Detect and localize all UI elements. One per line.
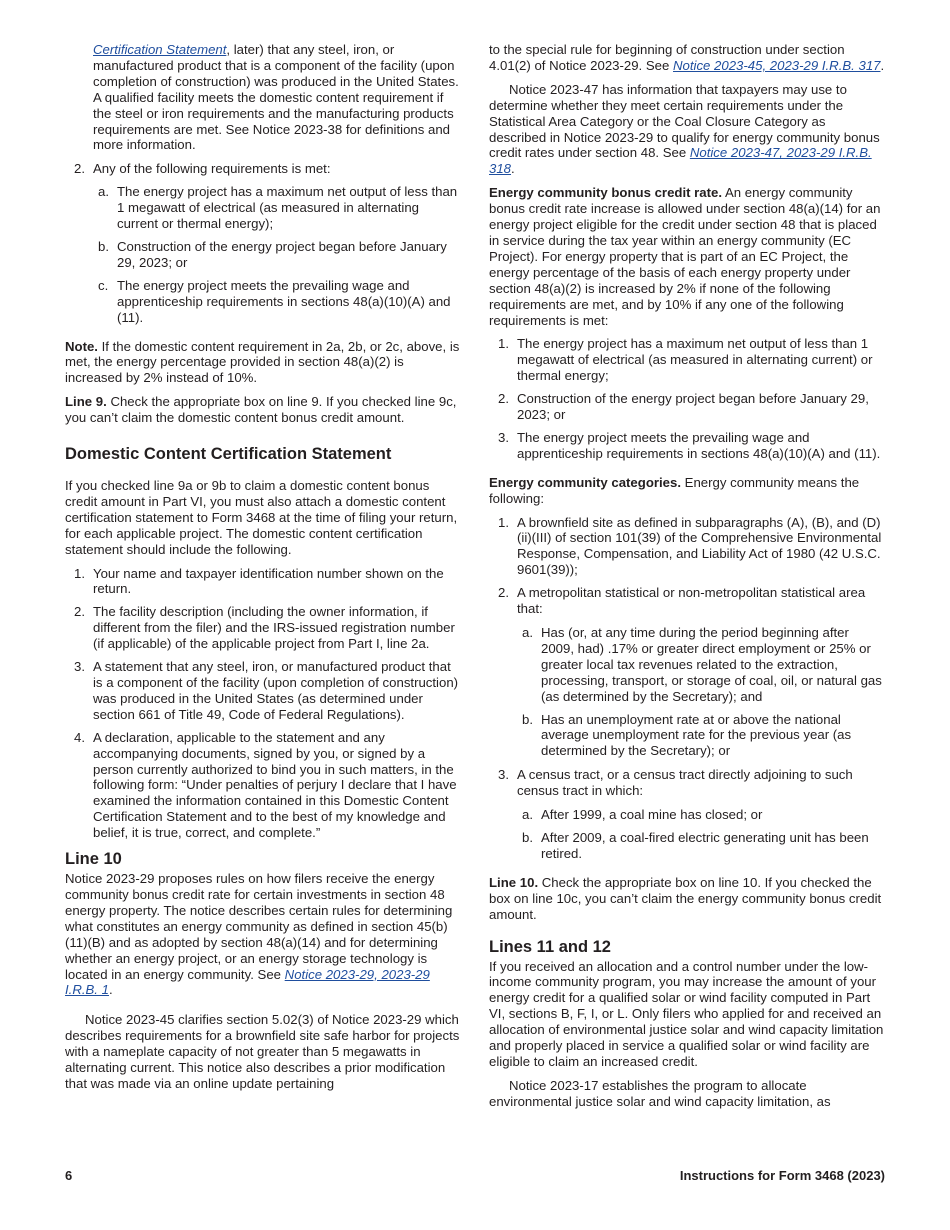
notice47-text: Notice 2023-47 has information that taxpayers may use to determine whether they meet certain requirements under the Statistical Area Category or the Coal Closure Category as described in Notice 2023-29 to qualify for energy community bonus credit rates under section 48. See	[489, 81, 880, 161]
item-letter: b.	[98, 238, 109, 254]
line9-paragraph	[65, 394, 462, 426]
dccs-list	[65, 566, 462, 842]
item-text: Construction of the energy project began before January 29, 2023; or	[517, 391, 869, 423]
item-text: The energy project meets the prevailing wage and apprenticeship requirements in sections 48(a)(10)(A) and (11).	[117, 277, 451, 325]
line9-text: Check the appropriate box on line 9. If you checked line 9c, you can’t claim the domestic content bonus credit amount.	[65, 394, 457, 426]
item-number: 1.	[498, 336, 509, 352]
list-item	[489, 585, 885, 617]
notice-2023-47-link[interactable]: Notice 2023-47, 2023-29 I.R.B. 318	[489, 145, 872, 177]
certification-statement-link[interactable]: Certification Statement	[93, 42, 227, 57]
item-letter: c.	[98, 277, 109, 293]
item-text: Your name and taxpayer identification number shown on the return.	[93, 565, 444, 597]
ecc-text: Energy community means the following:	[489, 474, 860, 506]
list-item	[65, 278, 462, 326]
item-text: A statement that any steel, iron, or manufactured product that is a component of the facility (upon completion of construction) was produced in the United States (as determined under section 661 of Title 49, Code of Federal Regulations).	[93, 659, 459, 722]
dccs-intro: If you checked line 9a or 9b to claim a domestic content bonus credit amount in Part VI, you must also attach a domestic content certification statement to Form 3468 at the time of filing your return, for each applicable project. The domestic content certification statement should include the following.	[65, 478, 458, 557]
list-item	[65, 161, 462, 177]
item-text: The energy project has a maximum net output of less than 1 megawatt of electrical (as measured in alternating current or thermal energy);	[117, 184, 458, 232]
page-number: 6	[65, 1168, 73, 1183]
item-text: Any of the following requirements is met:	[93, 161, 331, 177]
lines-11-12-heading: Lines 11 and 12	[489, 937, 611, 956]
list-item	[489, 515, 885, 579]
list-item	[489, 807, 885, 823]
list-item	[489, 430, 885, 462]
item-text: Construction of the energy project began before January 29, 2023; or	[117, 238, 447, 270]
item-number: 2.	[498, 585, 509, 601]
item-number: 2.	[74, 604, 85, 620]
list-item	[489, 830, 885, 862]
ecc-item3-sublist	[489, 807, 885, 862]
dccs-heading: Domestic Content Certification Statement	[65, 445, 392, 464]
ecc-item2-sublist	[489, 625, 885, 759]
ecbcr-paragraph	[489, 185, 885, 328]
line9-label: Line 9.	[65, 394, 107, 410]
list-item	[489, 767, 885, 799]
item-text: Has (or, at any time during the period beginning after 2009, had) .17% or greater direct employment or 25% or greater local tax revenues related to the extraction, processing, transport, or storage of coal, oil, or natural gas (as determined by the Secretary); and	[541, 625, 882, 704]
line10-text: Notice 2023-29 proposes rules on how filers receive the energy community bonus credit rate for certain investments in section 48 energy property. The notice describes certain rules for determining what constitutes an energy community as defined in section 45(b)(11)(B) and as adopted by section 48(a)(14) and for determining whether an energy project, or an energy storage technology is located in an energy community. See	[65, 871, 453, 982]
notice-2023-45-link[interactable]: Notice 2023-45, 2023-29 I.R.B. 317	[673, 57, 881, 73]
form-title-footer: Instructions for Form 3468 (2023)	[679, 1168, 885, 1183]
ecc-list-continued	[489, 767, 885, 799]
item-number: 2.	[74, 161, 85, 177]
item-text: A brownfield site as defined in subparagraphs (A), (B), and (D)(ii)(III) of section 101(39) of the Comprehensive Environmental Response, Compensation, and Liability Act of 1980 (42 U.S.C. 9601(39));	[517, 514, 882, 578]
ecbcr-text: An energy community bonus credit rate increase is allowed under section 48(a)(14) for an energy project eligible for the credit under section 48 that is placed in service during the tax year within an energy community (EC Project). For energy property that is part of an EC Project, the energy percentage of the basis of each energy property under section 48(a)(2) is increased by 2% if none of the following requirements are met, and by 10% if any one of the following requirements is met:	[489, 185, 881, 328]
period: .	[108, 982, 113, 998]
right-column	[489, 42, 885, 1118]
sub-requirements-list	[65, 184, 462, 325]
item-letter: b.	[522, 711, 533, 727]
ecbcr-list	[489, 336, 885, 461]
notice45-paragraph: Notice 2023-45 clarifies section 5.02(3) of Notice 2023-29 which describes requirements for a brownfield site safe harbor for projects with a nameplate capacity of not greater than 5 megawatts in alternating current. This notice also describes a prior modification that was made via an online update pertaining	[65, 1012, 460, 1091]
ecc-label: Energy community categories.	[489, 474, 682, 490]
list-item	[65, 730, 462, 841]
item-letter: a.	[98, 184, 109, 200]
ecbcr-label: Energy community bonus credit rate.	[489, 185, 723, 201]
note-paragraph	[65, 339, 462, 387]
line10-paragraph	[65, 871, 462, 998]
item-number: 3.	[498, 767, 509, 783]
notice17-paragraph: Notice 2023-17 establishes the program to allocate environmental justice solar and wind capacity limitation, as	[489, 1077, 831, 1109]
list-item	[65, 604, 462, 652]
list-item	[65, 239, 462, 271]
line10-text: Check the appropriate box on line 10. If you checked the box on line 10c, you can’t claim the energy community bonus credit amount.	[489, 874, 882, 922]
list-item	[65, 566, 462, 598]
list-item	[65, 659, 462, 723]
list-item	[489, 625, 885, 705]
list-item	[489, 336, 885, 384]
item-text: After 1999, a coal mine has closed; or	[541, 807, 763, 823]
continued-text: to the special rule for beginning of construction under section 4.01(2) of Notice 2023-29. See	[489, 42, 845, 73]
ecc-list	[489, 515, 885, 617]
continued-paragraph	[489, 42, 885, 74]
list-item	[489, 712, 885, 760]
period: .	[880, 57, 885, 73]
item-text: The energy project meets the prevailing wage and apprenticeship requirements in sections 48(a)(10)(A) and (11).	[517, 429, 881, 461]
item-letter: a.	[522, 807, 533, 823]
item-text: A metropolitan statistical or non-metropolitan statistical area that:	[517, 585, 866, 617]
item-text: A declaration, applicable to the statement and any accompanying documents, signed by you, or signed by a person currently authorized to bind you in such matters, in the following form: “Under penalties of perjury I declare that I have examined the information contained in this Domestic Content Certification Statement and to the best of my knowledge and belief, it is true, correct, and complete.”	[93, 729, 457, 841]
note-text: If the domestic content requirement in 2a, 2b, or 2c, above, is met, the energy percentage provided in section 48(a)(2) is increased by 2% instead of 10%.	[65, 338, 460, 386]
item-text: Has an unemployment rate at or above the national average unemployment rate for the previous year (as determined by the Secretary); or	[541, 711, 852, 759]
item-number: 4.	[74, 729, 85, 745]
note-label: Note.	[65, 338, 98, 354]
list-item	[65, 184, 462, 232]
item-text: After 2009, a coal-fired electric generating unit has been retired.	[541, 829, 869, 861]
item-number: 1.	[498, 514, 509, 530]
lines-11-12-paragraph: If you received an allocation and a control number under the low-income community program, you may increase the amount of your energy credit for a qualified solar or wind facility computed in Part VI, sections B, F, I, or L. Only filers who applied for and received an allocation of environmental justice solar and wind capacity limitation and properly placed in service a qualified solar or wind facility are eligible to claim an increased credit.	[489, 958, 884, 1069]
line10-heading: Line 10	[65, 850, 122, 869]
list-item	[489, 391, 885, 423]
period: .	[511, 161, 515, 177]
item-letter: a.	[522, 625, 533, 640]
ecc-paragraph	[489, 475, 885, 507]
item-text: A census tract, or a census tract directly adjoining to such census tract in which:	[517, 767, 853, 799]
item-letter: b.	[522, 829, 533, 845]
requirements-list	[65, 161, 462, 177]
notice47-paragraph	[489, 82, 885, 177]
intro-text: , later) that any steel, iron, or manufactured product that is a component of the facility (upon completion of construction) was produced in the United States. A qualified facility meets the domestic content requirement if the steel or iron requirements and the manufacturing products requirements are met. See Notice 2023-38 for definitions and more information.	[93, 42, 459, 153]
item-text: The facility description (including the owner information, if different from the filer) and the IRS-issued registration number (if applicable) of the applicable project from Part I, line 2a.	[93, 604, 455, 652]
item-number: 1.	[74, 565, 85, 581]
item-number: 3.	[498, 429, 509, 445]
line10-paragraph	[489, 875, 885, 923]
item-number: 2.	[498, 391, 509, 407]
item-number: 3.	[74, 659, 85, 675]
line10-label: Line 10.	[489, 874, 539, 890]
left-column	[65, 42, 462, 1100]
item-text: The energy project has a maximum net output of less than 1 megawatt of electrical (as measured in alternating current) or thermal energy;	[517, 336, 873, 384]
notice-2023-29-link[interactable]: Notice 2023-29, 2023-29 I.R.B. 1	[65, 966, 430, 998]
intro-paragraph	[65, 42, 462, 153]
